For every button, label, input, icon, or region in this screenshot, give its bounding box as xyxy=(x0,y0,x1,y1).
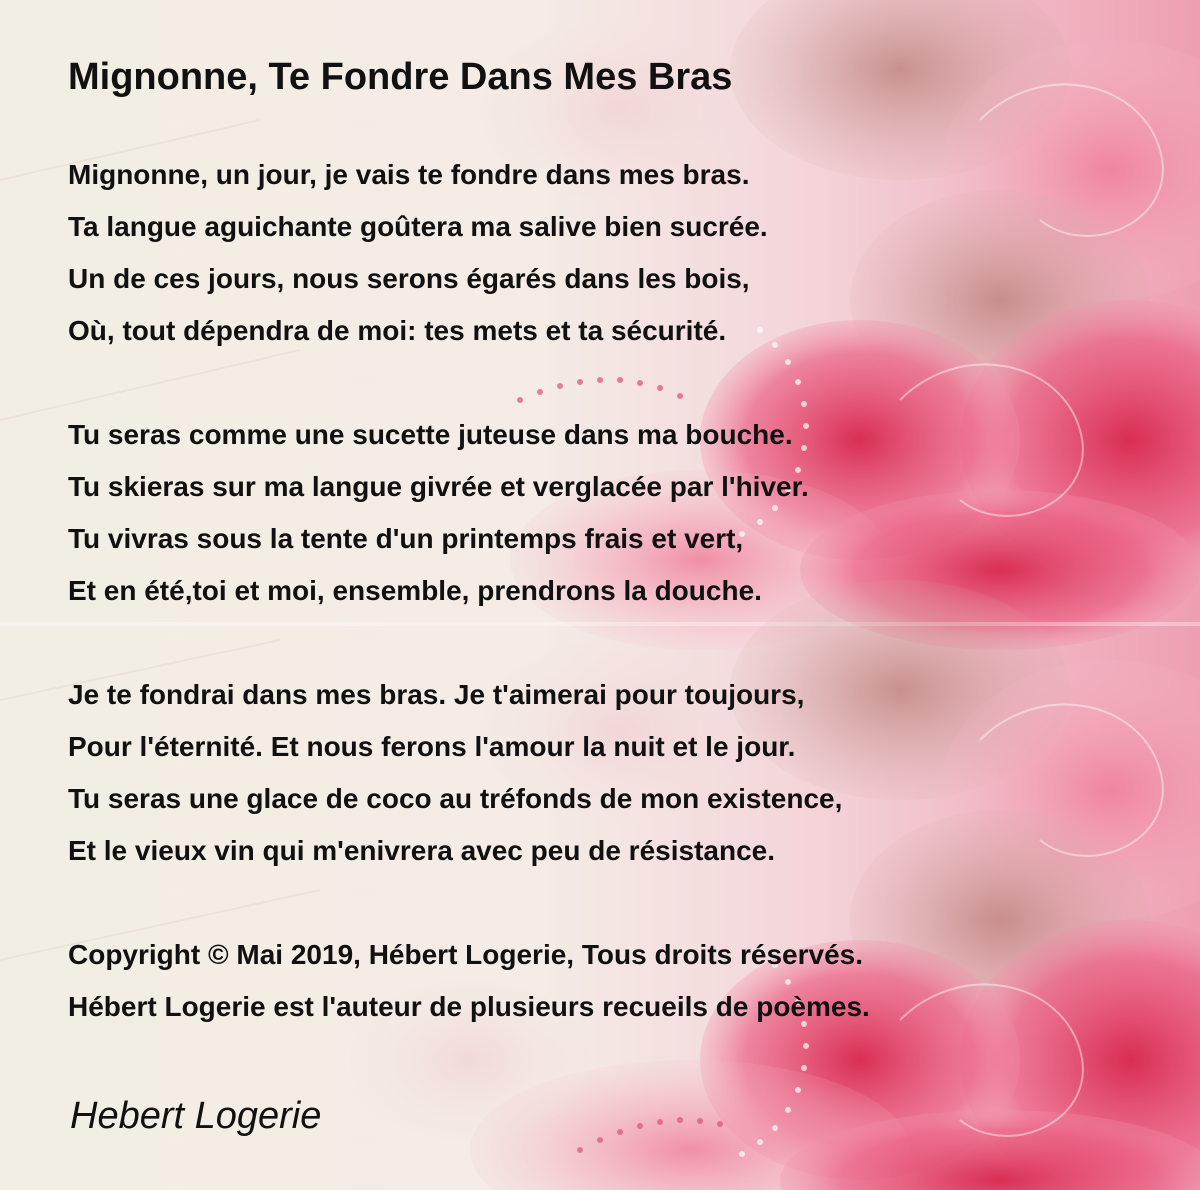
poem-line: Pour l'éternité. Et nous ferons l'amour la nuit et le jour. xyxy=(68,731,796,762)
copyright-line: Copyright © Mai 2019, Hébert Logerie, Tous droits réservés. xyxy=(68,939,864,970)
poem-line: Tu skieras sur ma langue givrée et verglacée par l'hiver. xyxy=(68,471,809,502)
poem-line: Et en été,toi et moi, ensemble, prendrons la douche. xyxy=(68,575,762,606)
poem-line: Ta langue aguichante goûtera ma salive bien sucrée. xyxy=(68,211,768,242)
author-note-line: Hébert Logerie est l'auteur de plusieurs recueils de poèmes. xyxy=(68,991,870,1022)
poem-line: Où, tout dépendra de moi: tes mets et ta sécurité. xyxy=(68,315,727,346)
poem-line: Mignonne, un jour, je vais te fondre dans mes bras. xyxy=(68,159,750,190)
poem-line: Et le vieux vin qui m'enivrera avec peu de résistance. xyxy=(68,835,775,866)
poem-line: Je te fondrai dans mes bras. Je t'aimerai pour toujours, xyxy=(68,679,805,710)
author-name: Hebert Logerie xyxy=(70,1095,322,1137)
poem-line: Tu vivras sous la tente d'un printemps frais et vert, xyxy=(68,523,744,554)
poem-line: Un de ces jours, nous serons égarés dans les bois, xyxy=(68,263,750,294)
poem-line: Tu seras comme une sucette juteuse dans ma bouche. xyxy=(68,419,793,450)
poem-title: Mignonne, Te Fondre Dans Mes Bras xyxy=(68,56,733,98)
poem-line: Tu seras une glace de coco au tréfonds de mon existence, xyxy=(68,783,843,814)
